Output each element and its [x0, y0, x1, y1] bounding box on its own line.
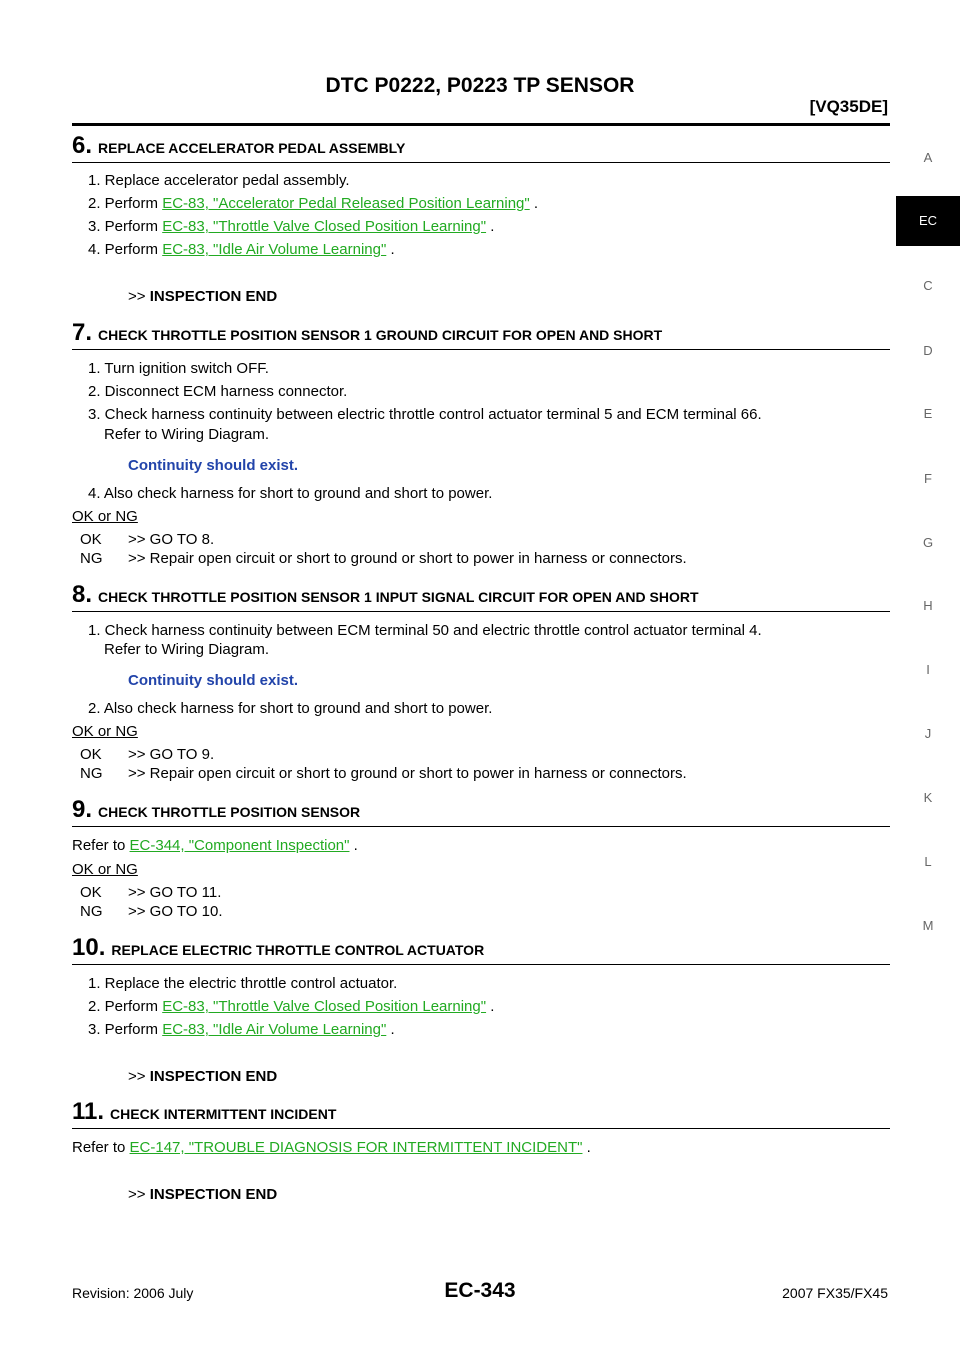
- link-intermittent-incident[interactable]: EC-147, "TROUBLE DIAGNOSIS FOR INTERMITTENT INCIDENT": [129, 1139, 583, 1156]
- link-idle-air-learning-2[interactable]: EC-83, "Idle Air Volume Learning": [162, 1021, 387, 1038]
- link-idle-air-learning[interactable]: EC-83, "Idle Air Volume Learning": [162, 241, 387, 258]
- header-rule: [72, 123, 890, 126]
- s9-okng: OK or NG: [72, 861, 138, 878]
- link-component-inspection[interactable]: EC-344, "Component Inspection": [129, 837, 350, 854]
- s9-ng-key: NG: [80, 903, 103, 920]
- sidebar-tab-e[interactable]: E: [923, 406, 933, 421]
- s8-ok-value: >> GO TO 9.: [128, 746, 215, 763]
- s9-ng-value: >> GO TO 10.: [128, 903, 223, 920]
- section-7-heading: 7. CHECK THROTTLE POSITION SENSOR 1 GROUND CIRCUIT FOR OPEN AND SHORT: [72, 319, 890, 350]
- s7-okng: OK or NG: [72, 508, 138, 525]
- sidebar-tab-k[interactable]: K: [923, 790, 933, 805]
- sidebar-tab-c[interactable]: C: [923, 278, 933, 293]
- section-9-heading: 9. CHECK THROTTLE POSITION SENSOR: [72, 796, 890, 827]
- s8-okng: OK or NG: [72, 723, 138, 740]
- s8-step-1-ref: Refer to Wiring Diagram.: [104, 641, 270, 658]
- s8-ok-key: OK: [80, 746, 102, 763]
- s6-result: >> INSPECTION END: [128, 288, 278, 305]
- s9-refer: Refer to EC-344, "Component Inspection" .: [72, 837, 358, 854]
- sidebar-tab-d[interactable]: D: [923, 343, 933, 358]
- section-10-heading: 10. REPLACE ELECTRIC THROTTLE CONTROL ACTUATOR: [72, 934, 890, 965]
- footer-revision: Revision: 2006 July: [72, 1285, 194, 1301]
- s10-step-1: 1. Replace the electric throttle control actuator.: [88, 975, 398, 992]
- section-6-heading: 6. REPLACE ACCELERATOR PEDAL ASSEMBLY: [72, 132, 890, 163]
- sidebar-tab-a[interactable]: A: [923, 150, 933, 165]
- s6-step-2: 2. Perform EC-83, "Accelerator Pedal Released Position Learning" .: [88, 195, 539, 212]
- s7-step-1: 1. Turn ignition switch OFF.: [88, 360, 269, 377]
- s9-ok-value: >> GO TO 11.: [128, 884, 222, 901]
- section-8-heading: 8. CHECK THROTTLE POSITION SENSOR 1 INPUT SIGNAL CIRCUIT FOR OPEN AND SHORT: [72, 581, 890, 612]
- engine-model: [VQ35DE]: [809, 97, 888, 116]
- sidebar-tab-h[interactable]: H: [923, 598, 933, 613]
- sidebar-tab-g[interactable]: G: [922, 535, 934, 550]
- footer-model: 2007 FX35/FX45: [782, 1285, 888, 1301]
- sidebar-tab-j[interactable]: J: [924, 726, 932, 741]
- s10-step-2: 2. Perform EC-83, "Throttle Valve Closed Position Learning" .: [88, 998, 495, 1015]
- footer-page-number: EC-343: [444, 1279, 516, 1302]
- s8-spec: Continuity should exist.: [128, 672, 299, 689]
- s6-step-4: 4. Perform EC-83, "Idle Air Volume Learning" .: [88, 241, 395, 258]
- s7-step-2: 2. Disconnect ECM harness connector.: [88, 383, 348, 400]
- sidebar-tab-l[interactable]: L: [924, 854, 932, 869]
- s7-ng-key: NG: [80, 550, 103, 567]
- s8-ng-key: NG: [80, 765, 103, 782]
- s10-step-3: 3. Perform EC-83, "Idle Air Volume Learning" .: [88, 1021, 395, 1038]
- s9-ok-key: OK: [80, 884, 102, 901]
- page-title: DTC P0222, P0223 TP SENSOR: [325, 74, 635, 97]
- s7-ok-value: >> GO TO 8.: [128, 531, 215, 548]
- section-11-heading: 11. CHECK INTERMITTENT INCIDENT: [72, 1098, 890, 1129]
- sidebar-tab-i[interactable]: I: [926, 662, 930, 677]
- link-throttle-valve-learning[interactable]: EC-83, "Throttle Valve Closed Position Learning": [162, 218, 487, 235]
- s8-ng-value: >> Repair open circuit or short to ground or short to power in harness or connectors.: [128, 765, 687, 782]
- s7-ng-value: >> Repair open circuit or short to ground or short to power in harness or connectors.: [128, 550, 687, 567]
- s7-step-4: 4. Also check harness for short to ground and short to power.: [88, 485, 493, 502]
- s6-step-3: 3. Perform EC-83, "Throttle Valve Closed Position Learning" .: [88, 218, 495, 235]
- s8-step-1: 1. Check harness continuity between ECM terminal 50 and electric throttle control actuator terminal 4.: [88, 622, 762, 639]
- s6-step-1: 1. Replace accelerator pedal assembly.: [88, 172, 350, 189]
- link-throttle-valve-learning-2[interactable]: EC-83, "Throttle Valve Closed Position Learning": [162, 998, 487, 1015]
- s8-step-2: 2. Also check harness for short to ground and short to power.: [88, 700, 493, 717]
- s11-result: >> INSPECTION END: [128, 1186, 278, 1203]
- s11-refer: Refer to EC-147, "TROUBLE DIAGNOSIS FOR INTERMITTENT INCIDENT" .: [72, 1139, 591, 1156]
- sidebar-tab-ec[interactable]: EC: [896, 196, 960, 246]
- s7-step-3-ref: Refer to Wiring Diagram.: [104, 426, 270, 443]
- s7-ok-key: OK: [80, 531, 102, 548]
- link-accel-pedal-learning[interactable]: EC-83, "Accelerator Pedal Released Position Learning": [162, 195, 530, 212]
- sidebar-tab-m[interactable]: M: [922, 918, 934, 933]
- s7-step-3: 3. Check harness continuity between electric throttle control actuator terminal 5 and ECM terminal 66.: [88, 406, 762, 423]
- s10-result: >> INSPECTION END: [128, 1068, 278, 1085]
- sidebar-tab-f[interactable]: F: [924, 471, 932, 486]
- s7-spec: Continuity should exist.: [128, 457, 299, 474]
